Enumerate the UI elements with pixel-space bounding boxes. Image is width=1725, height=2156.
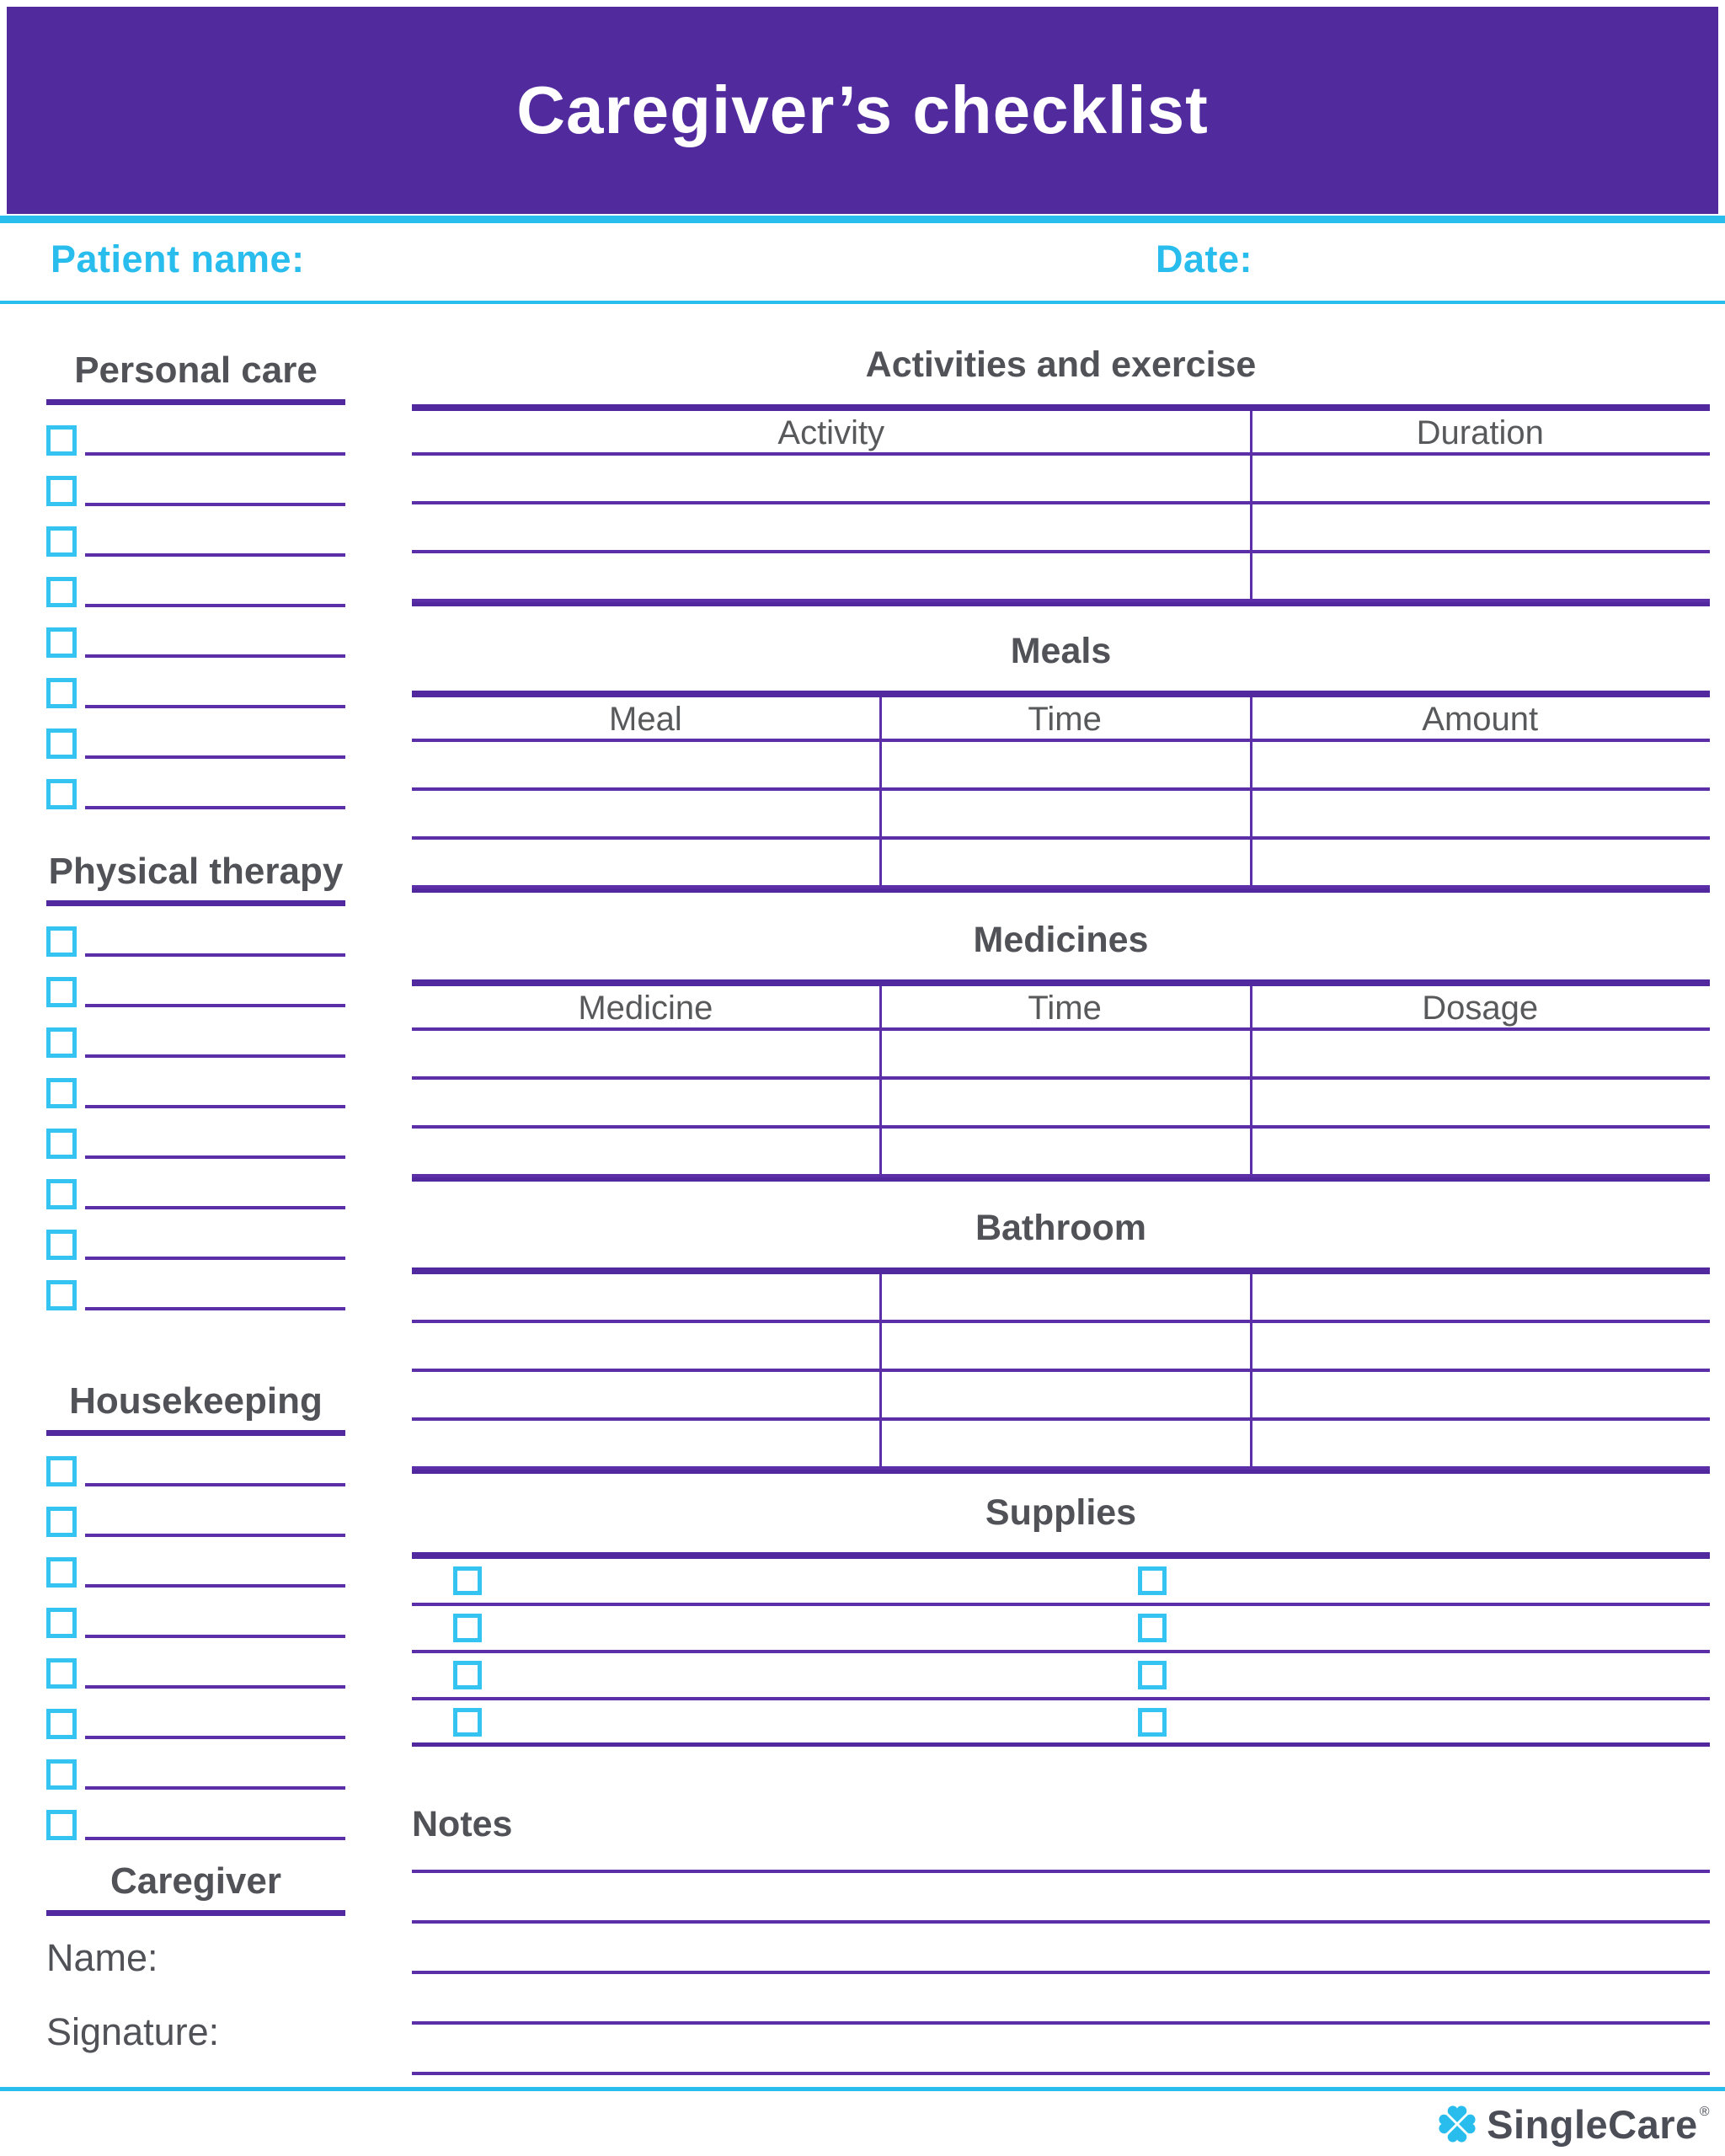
table-row	[412, 791, 1710, 840]
column-header: Amount	[1422, 701, 1539, 738]
column-divider	[879, 1274, 882, 1470]
checkbox[interactable]	[46, 1810, 77, 1840]
checkbox[interactable]	[46, 1230, 77, 1260]
list-item	[46, 526, 345, 557]
table-cell[interactable]	[412, 1323, 879, 1369]
list-item	[46, 1129, 345, 1159]
checkbox[interactable]	[46, 1078, 77, 1108]
checkbox[interactable]	[46, 728, 77, 759]
checkbox[interactable]	[1138, 1614, 1167, 1642]
table-row	[412, 1323, 1710, 1372]
sidebar-section-title: Personal care	[74, 350, 318, 391]
section-activities	[412, 343, 1710, 606]
checkbox[interactable]	[1138, 1661, 1167, 1689]
page-title: Caregiver’s checklist	[516, 72, 1209, 147]
table-cell[interactable]	[1250, 1323, 1710, 1369]
supplies-row	[412, 1606, 1710, 1653]
table-row	[412, 504, 1710, 553]
table-row	[412, 1372, 1710, 1421]
supplies-row	[412, 1653, 1710, 1700]
checkbox[interactable]	[46, 425, 77, 456]
checkbox[interactable]	[46, 678, 77, 708]
write-in-line[interactable]	[85, 1709, 345, 1739]
activities-table	[412, 404, 1710, 606]
checkbox[interactable]	[46, 1709, 77, 1739]
list-item	[46, 1810, 345, 1840]
write-in-line[interactable]	[85, 1759, 345, 1790]
write-in-line[interactable]	[85, 1658, 345, 1689]
sidebar-section-title: Physical therapy	[48, 851, 344, 892]
write-in-area[interactable]	[496, 1700, 1119, 1742]
section-personal-care	[46, 347, 345, 830]
list-item	[46, 1179, 345, 1209]
list-item	[46, 627, 345, 658]
notes-line[interactable]	[412, 1846, 1710, 1873]
list-item	[46, 425, 345, 456]
table-cell[interactable]	[879, 742, 1251, 787]
table-row	[412, 1421, 1710, 1470]
write-in-area[interactable]	[1181, 1653, 1703, 1697]
section-physical-therapy	[46, 848, 345, 1331]
checkbox[interactable]	[453, 1661, 482, 1689]
write-in-line[interactable]	[85, 1507, 345, 1537]
write-in-line[interactable]	[85, 577, 345, 607]
write-in-line[interactable]	[85, 678, 345, 708]
caregiver-signature-label: Signature:	[46, 2010, 220, 2053]
sidebar-section-title: Housekeeping	[69, 1380, 323, 1422]
checkbox[interactable]	[46, 1179, 77, 1209]
notes-line[interactable]	[412, 2025, 1710, 2075]
table-cell[interactable]	[412, 1372, 879, 1417]
checkbox[interactable]	[46, 977, 77, 1007]
date-field[interactable]	[1272, 237, 1710, 288]
table-row	[412, 1274, 1710, 1323]
caregiver-name-label: Name:	[46, 1936, 158, 1979]
medicines-table	[412, 979, 1710, 1182]
write-in-area[interactable]	[496, 1559, 1119, 1603]
table-cell[interactable]	[1250, 456, 1710, 501]
list-item	[46, 1557, 345, 1588]
column-header: Meal	[609, 701, 682, 738]
caregiver-title: Caregiver	[109, 1860, 281, 1902]
write-in-line[interactable]	[85, 425, 345, 456]
table-cell[interactable]	[1250, 1372, 1710, 1417]
table-cell[interactable]	[412, 742, 879, 787]
table-cell[interactable]	[879, 1372, 1251, 1417]
bathroom-table	[412, 1267, 1710, 1474]
supplies-table	[412, 1552, 1710, 1747]
table-cell[interactable]	[412, 1274, 879, 1320]
activities-title: Activities and exercise	[865, 344, 1257, 385]
table-row	[412, 456, 1710, 504]
medicines-title: Medicines	[973, 920, 1149, 960]
supplies-row	[412, 1700, 1710, 1742]
column-header: Duration	[1416, 414, 1544, 451]
footer-divider	[0, 2087, 1725, 2091]
checklist	[46, 425, 345, 809]
meals-title: Meals	[1010, 631, 1112, 671]
list-item	[46, 678, 345, 708]
table-cell[interactable]	[1250, 742, 1710, 787]
section-supplies	[412, 1491, 1710, 1747]
list-item	[46, 1027, 345, 1058]
checkbox[interactable]	[46, 627, 77, 658]
write-in-area[interactable]	[496, 1606, 1119, 1650]
checkbox[interactable]	[46, 1129, 77, 1159]
column-divider	[1250, 697, 1252, 889]
table-cell[interactable]	[412, 791, 879, 836]
date-label: Date:	[1156, 237, 1253, 280]
write-in-line[interactable]	[85, 526, 345, 557]
column-divider	[1250, 1274, 1252, 1470]
write-in-line[interactable]	[85, 1810, 345, 1840]
list-item	[46, 779, 345, 809]
section-housekeeping	[46, 1378, 345, 1860]
list-item	[46, 1507, 345, 1537]
column-header: Time	[1028, 701, 1102, 738]
table-cell[interactable]	[412, 1080, 879, 1125]
write-in-line[interactable]	[85, 977, 345, 1007]
table-cell[interactable]	[1250, 1080, 1710, 1125]
table-row	[412, 742, 1710, 791]
checkbox[interactable]	[1138, 1566, 1167, 1595]
table-row	[412, 840, 1710, 889]
write-in-line[interactable]	[85, 1608, 345, 1638]
checkbox[interactable]	[46, 1557, 77, 1588]
checkbox[interactable]	[1138, 1708, 1167, 1737]
table-cell[interactable]	[879, 1421, 1251, 1466]
table-cell[interactable]	[1250, 1129, 1710, 1174]
list-item	[46, 728, 345, 759]
header-divider-thick	[0, 216, 1725, 223]
table-cell[interactable]	[879, 1323, 1251, 1369]
singlecare-clover-icon	[1436, 2103, 1478, 2145]
patient-name-field[interactable]	[303, 237, 1061, 288]
table-cell[interactable]	[412, 1129, 879, 1174]
brand-name: SingleCare ®	[1487, 2101, 1710, 2147]
table-cell[interactable]	[1250, 840, 1710, 885]
notes-line[interactable]	[412, 1974, 1710, 2025]
table-cell[interactable]	[879, 1129, 1251, 1174]
list-item	[46, 577, 345, 607]
section-rule	[46, 399, 345, 405]
list-item	[46, 1709, 345, 1739]
column-divider	[879, 986, 882, 1177]
table-cell[interactable]	[412, 1421, 879, 1466]
list-item	[46, 1078, 345, 1108]
table-cell[interactable]	[1250, 1421, 1710, 1466]
write-in-line[interactable]	[85, 779, 345, 809]
section-bathroom	[412, 1206, 1710, 1474]
checkbox[interactable]	[46, 1507, 77, 1537]
section-rule	[46, 1430, 345, 1436]
table-header-row	[412, 986, 1710, 1031]
section-medicines	[412, 918, 1710, 1182]
list-item	[46, 977, 345, 1007]
checkbox[interactable]	[46, 1027, 77, 1058]
write-in-line[interactable]	[85, 728, 345, 759]
list-item	[46, 1608, 345, 1638]
list-item	[46, 1280, 345, 1310]
column-divider	[879, 697, 882, 889]
checkbox[interactable]	[46, 1608, 77, 1638]
column-header: Dosage	[1422, 990, 1539, 1027]
bathroom-title: Bathroom	[975, 1208, 1147, 1248]
write-in-area[interactable]	[496, 1653, 1119, 1697]
section-caregiver	[46, 1858, 345, 2054]
write-in-line[interactable]	[85, 476, 345, 506]
write-in-line[interactable]	[85, 926, 345, 957]
write-in-line[interactable]	[85, 1078, 345, 1108]
notes-line[interactable]	[412, 1924, 1710, 1974]
table-cell[interactable]	[879, 791, 1251, 836]
write-in-line[interactable]	[85, 627, 345, 658]
table-cell[interactable]	[1250, 791, 1710, 836]
supplies-title: Supplies	[985, 1492, 1137, 1533]
notes-title: Notes	[412, 1804, 513, 1844]
checkbox[interactable]	[46, 577, 77, 607]
section-notes	[412, 1802, 1710, 2075]
write-in-line[interactable]	[85, 1230, 345, 1260]
checkbox[interactable]	[46, 476, 77, 506]
write-in-area[interactable]	[1181, 1559, 1703, 1603]
column-divider	[1250, 411, 1252, 602]
table-header-row	[412, 411, 1710, 456]
column-header: Time	[1028, 990, 1102, 1027]
column-header: Activity	[777, 414, 885, 451]
patient-row	[0, 237, 1725, 290]
checklist	[46, 926, 345, 1310]
table-row	[412, 1031, 1710, 1080]
table-cell[interactable]	[1250, 553, 1710, 599]
table-cell[interactable]	[412, 504, 1250, 550]
caregiver-rule	[46, 1910, 345, 1916]
patient-name-label: Patient name:	[51, 237, 305, 280]
checkbox[interactable]	[453, 1708, 482, 1737]
table-cell[interactable]	[1250, 1031, 1710, 1076]
checkbox[interactable]	[46, 1759, 77, 1790]
checkbox[interactable]	[46, 1456, 77, 1486]
checkbox[interactable]	[453, 1614, 482, 1642]
write-in-line[interactable]	[85, 1027, 345, 1058]
table-cell[interactable]	[879, 840, 1251, 885]
meals-table	[412, 691, 1710, 893]
list-item	[46, 1456, 345, 1486]
checkbox[interactable]	[46, 526, 77, 557]
table-header-row	[412, 697, 1710, 742]
patient-row-divider	[0, 301, 1725, 304]
write-in-line[interactable]	[85, 1129, 345, 1159]
brand-logo	[1436, 2100, 1710, 2148]
table-cell[interactable]	[879, 1274, 1251, 1320]
checkbox[interactable]	[46, 1280, 77, 1310]
write-in-area[interactable]	[1181, 1606, 1703, 1650]
column-divider	[1250, 986, 1252, 1177]
section-rule	[46, 900, 345, 906]
table-cell[interactable]	[412, 1031, 879, 1076]
table-cell[interactable]	[879, 1080, 1251, 1125]
write-in-line[interactable]	[85, 1179, 345, 1209]
notes-line[interactable]	[412, 1873, 1710, 1924]
list-item	[46, 476, 345, 506]
checkbox[interactable]	[453, 1566, 482, 1595]
column-header: Medicine	[578, 990, 713, 1027]
list-item	[46, 1759, 345, 1790]
table-cell[interactable]	[412, 456, 1250, 501]
supplies-row	[412, 1559, 1710, 1606]
write-in-line[interactable]	[85, 1280, 345, 1310]
write-in-area[interactable]	[1181, 1700, 1703, 1742]
table-cell[interactable]	[879, 1031, 1251, 1076]
table-cell[interactable]	[412, 553, 1250, 599]
checkbox[interactable]	[46, 926, 77, 957]
checkbox[interactable]	[46, 1658, 77, 1689]
checkbox[interactable]	[46, 779, 77, 809]
table-row	[412, 1080, 1710, 1129]
registered-mark: ®	[1699, 2104, 1710, 2119]
write-in-line[interactable]	[85, 1557, 345, 1588]
table-row	[412, 553, 1710, 602]
table-row	[412, 1129, 1710, 1177]
list-item	[46, 1658, 345, 1689]
notes-lines	[412, 1846, 1710, 2075]
list-item	[46, 1230, 345, 1260]
write-in-line[interactable]	[85, 1456, 345, 1486]
table-cell[interactable]	[1250, 1274, 1710, 1320]
checklist	[46, 1456, 345, 1840]
header-banner	[7, 7, 1718, 214]
list-item	[46, 926, 345, 957]
section-meals	[412, 629, 1710, 893]
table-cell[interactable]	[1250, 504, 1710, 550]
table-cell[interactable]	[412, 840, 879, 885]
